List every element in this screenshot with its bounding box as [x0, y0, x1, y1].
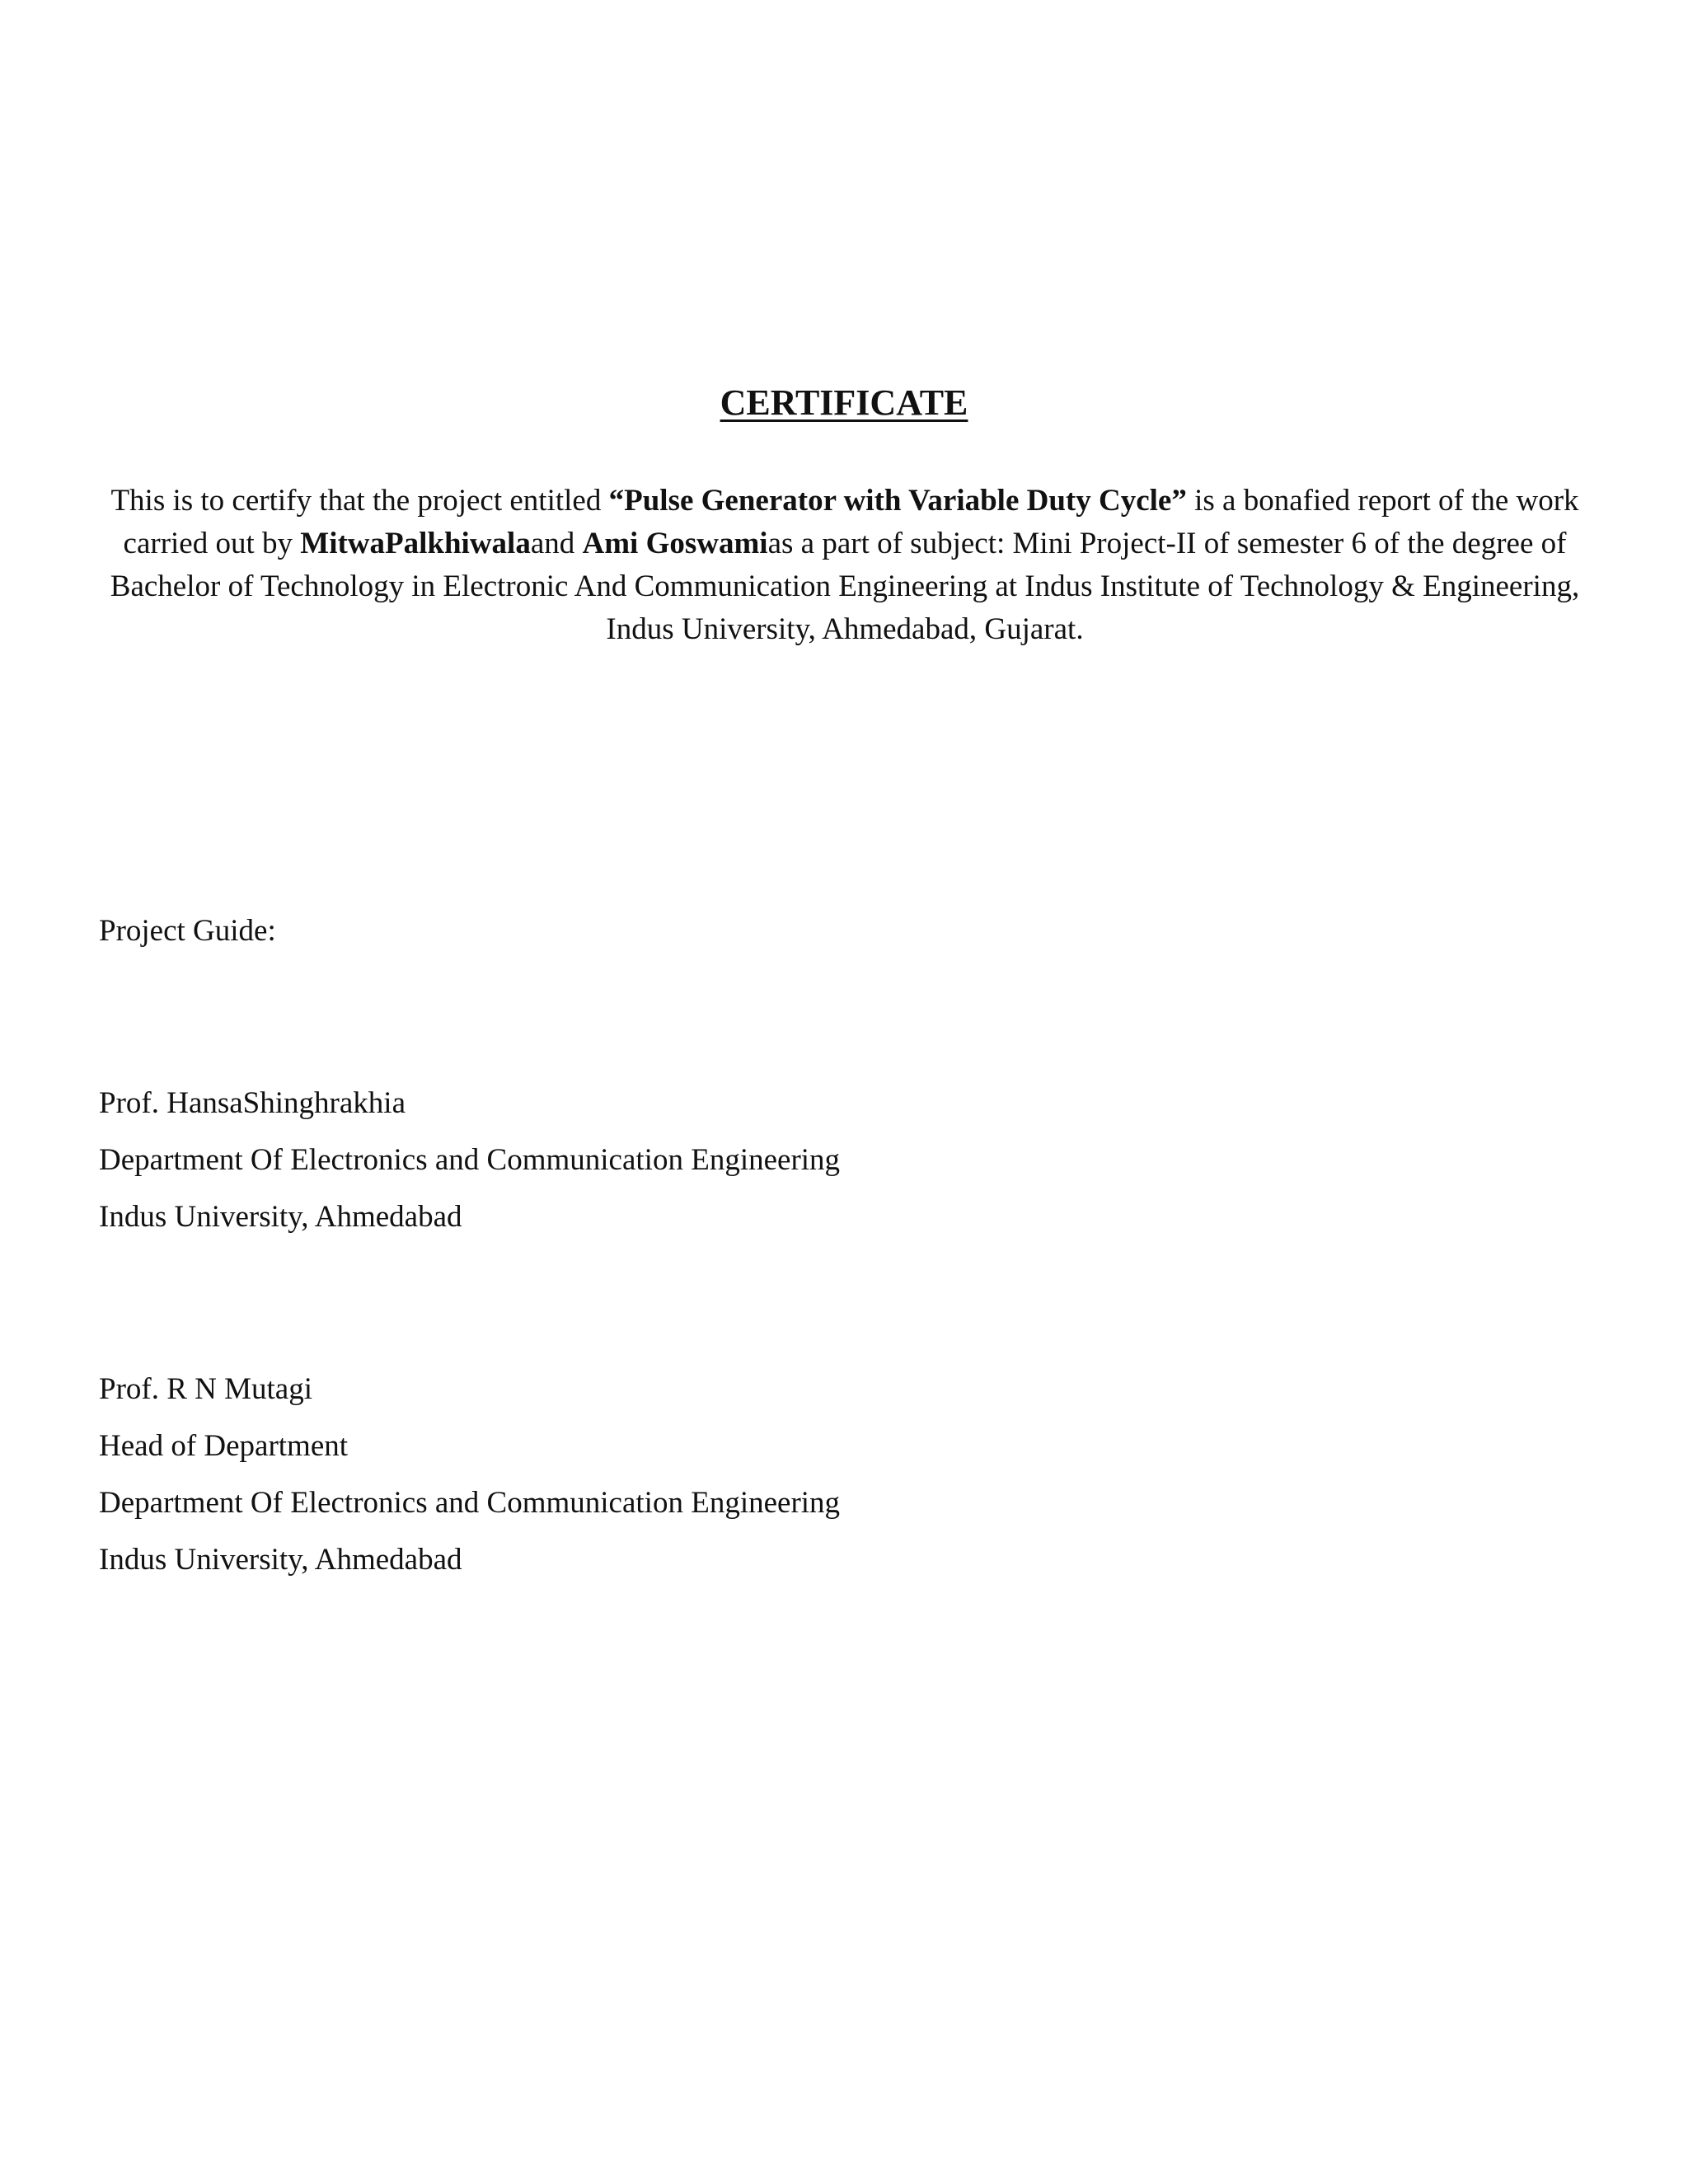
guide-department: Department Of Electronics and Communication Engineering	[99, 1143, 841, 1177]
certificate-title-text: CERTIFICATE	[720, 382, 968, 423]
hod-name: Prof. R N Mutagi	[99, 1372, 312, 1406]
guide-signature-block	[99, 1082, 840, 1253]
body-rest: as a part of subject: Mini Project-II of semester 6 of the degree of Bachelor of Technology in Electronic And Communication Engineering at Indus Institute of Technology & Engineering, Indus University, Ahmedabad, Gujarat.	[110, 527, 1580, 646]
student-name-2: Ami Goswami	[582, 527, 768, 560]
project-guide-section	[99, 910, 276, 967]
project-title: “Pulse Generator with Variable Duty Cycle”	[608, 484, 1187, 518]
hod-role: Head of Department	[99, 1429, 349, 1463]
student-name-1: MitwaPalkhiwala	[300, 527, 531, 560]
body-mid2: and	[530, 527, 583, 560]
project-guide-label: Project Guide:	[99, 914, 276, 948]
certificate-body	[101, 480, 1589, 651]
body-mid1: is a bonafied report of the work carried out by	[123, 484, 1579, 560]
hod-institution: Indus University, Ahmedabad	[99, 1543, 462, 1577]
body-intro: This is to certify that the project entitled	[110, 484, 609, 518]
hod-signature-block	[99, 1368, 840, 1596]
guide-name: Prof. HansaShinghrakhia	[99, 1086, 406, 1120]
hod-department: Department Of Electronics and Communication Engineering	[99, 1486, 841, 1520]
guide-institution: Indus University, Ahmedabad	[99, 1200, 462, 1234]
certificate-title	[0, 383, 1688, 423]
